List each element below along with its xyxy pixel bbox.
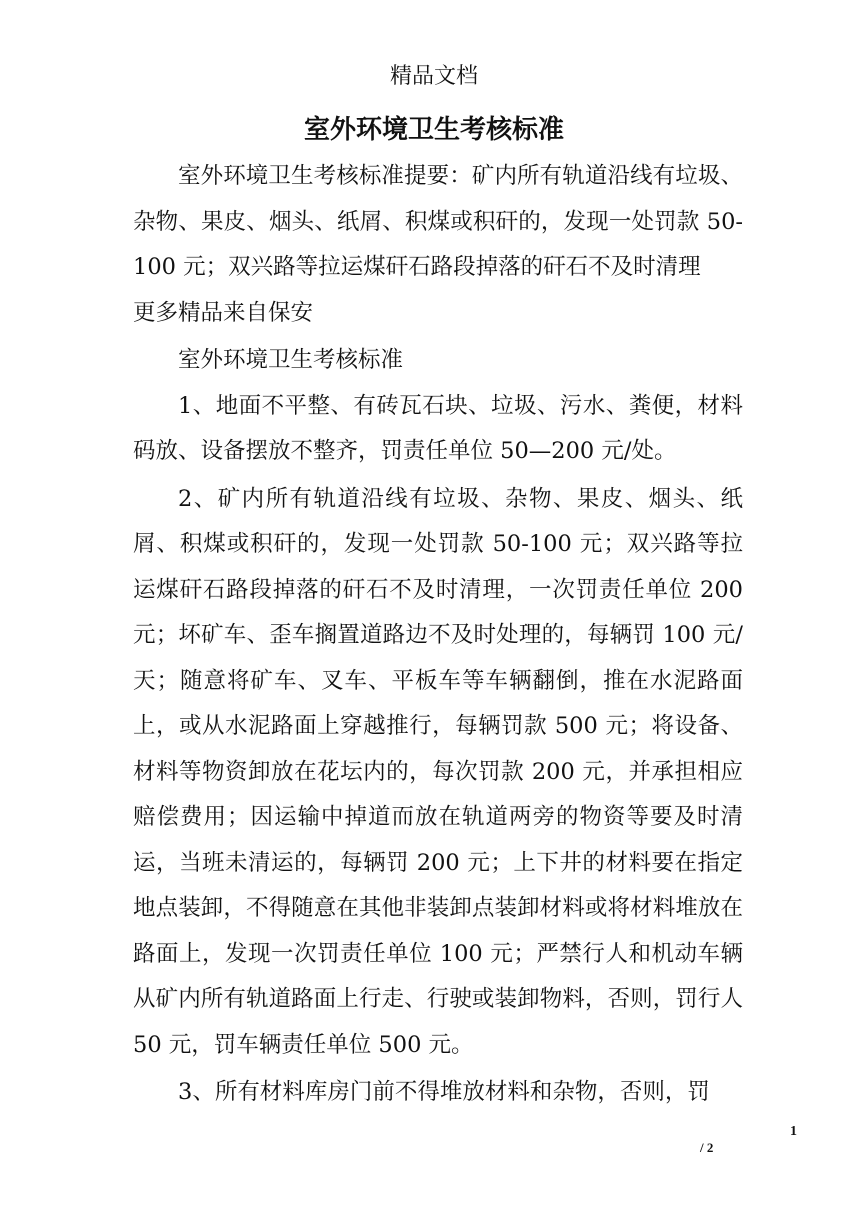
section-heading: 室外环境卫生考核标准 (178, 347, 404, 373)
document-title: 室外环境卫生考核标准 (303, 115, 564, 145)
rule-item-3: 3、所有材料库房门前不得堆放材料和杂物，否则，罚 (178, 1079, 710, 1105)
page-total: / 2 (700, 1140, 714, 1155)
page-header: 精品文档 (389, 64, 478, 89)
source-note: 更多精品来自保安 (133, 299, 314, 326)
rule-item-1: 1、地面不平整、有砖瓦石块、垃圾、污水、粪便，材料码放、设备摆放不整齐，罚责任单位 50—200 元/处。 (133, 392, 743, 464)
summary-paragraph: 室外环境卫生考核标准提要：矿内所有轨道沿线有垃圾、杂物、果皮、烟头、纸屑、积煤或积矸的，发现一处罚款 50-100 元；双兴路等拉运煤矸石路段掉落的矸石不及时清理 (133, 163, 743, 280)
document-body (133, 154, 743, 1116)
page-number: 1 (790, 1124, 797, 1139)
rule-item-2: 2、矿内所有轨道沿线有垃圾、杂物、果皮、烟头、纸屑、积煤或积矸的，发现一处罚款 50-100 元；双兴路等拉运煤矸石路段掉落的矸石不及时清理，一次罚责任单位 200 元；坏矿车、歪车搁置道路边不及时处理的，每辆罚 100 元/天；随意将矿车、叉车、平板车等车辆翻倒，推在水泥路面上，或从水泥路面上穿越推行，每辆罚款 500 元；将设备、材料等物资卸放在花坛内的，每次罚款 200 元，并承担相应赔偿费用；因运输中掉道而放在轨道两旁的物资等要及时清运，当班未清运的，每辆罚 200 元；上下井的材料要在指定地点装卸，不得随意在其他非装卸点装卸材料或将材料堆放在路面上，发现一次罚责任单位 100 元；严禁行人和机动车辆从矿内所有轨道路面上行走、行驶或装卸物料，否则，罚行人 50 元，罚车辆责任单位 500 元。 (133, 485, 743, 1058)
